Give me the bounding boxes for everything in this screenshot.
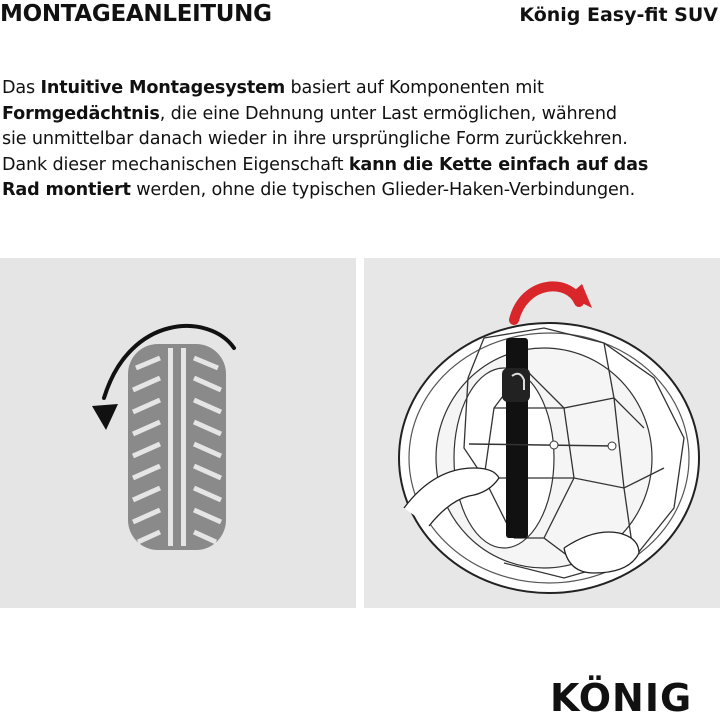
intro-line: [2, 102, 718, 128]
intro-text: , die eine Dehnung unter Last ermöglichen, während: [159, 103, 617, 124]
intro-text: basiert auf Komponenten mit: [285, 78, 544, 98]
intro-text: Dank dieser mechanischen Eigenschaft: [2, 154, 349, 175]
intro-paragraph: [2, 76, 718, 204]
page-title: MONTAGEANLEITUNG: [0, 1, 272, 27]
intro-line: [2, 127, 718, 153]
chain-mounting-illustration: [364, 258, 720, 608]
tire-rotation-illustration: [0, 258, 356, 608]
intro-line: [2, 178, 718, 204]
product-name: König Easy-fit SUV: [519, 4, 718, 26]
intro-text: Das: [2, 78, 41, 98]
intro-emphasis: Intuitive Montagesystem: [40, 78, 286, 98]
intro-emphasis: kann die Kette einfach auf das: [348, 154, 649, 175]
logo-text: KÖNIG: [550, 676, 693, 720]
intro-line: [2, 76, 718, 102]
konig-logo: [550, 676, 718, 720]
intro-text: sie unmittelbar danach wieder in ihre ursprüngliche Form zurückkehren.: [2, 129, 628, 149]
intro-emphasis: Formgedächtnis: [2, 103, 160, 124]
tire-tread-rotation-icon: [0, 258, 356, 608]
intro-line: [2, 153, 718, 179]
intro-emphasis: Rad montiert: [2, 180, 131, 200]
chain-mounting-on-wheel-icon: [364, 258, 720, 608]
intro-text: werden, ohne die typischen Glieder-Haken-Verbindungen.: [130, 180, 636, 200]
